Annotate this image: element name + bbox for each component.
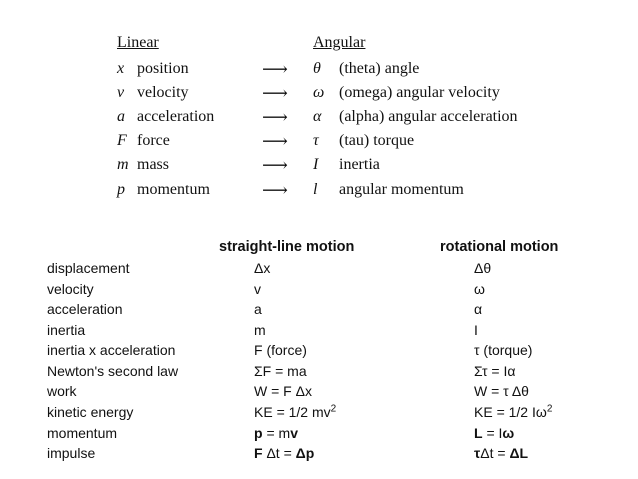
linear-acceleration: a	[254, 301, 262, 317]
row-label-newtons-second-law: Newton's second law	[47, 363, 179, 379]
angular-label: (theta) angle	[339, 60, 420, 77]
linear-impulse	[254, 445, 314, 461]
rotational-impulse	[474, 445, 528, 461]
linear-item-force	[117, 132, 170, 150]
rotational-work: W = τ Δθ	[474, 383, 529, 399]
linear-label: momentum	[137, 181, 210, 198]
angular-item-angular-velocity	[313, 84, 500, 102]
linear-item-velocity	[117, 84, 189, 102]
arrow-icon: ⟶	[262, 59, 288, 79]
arrow-icon: ⟶	[262, 83, 288, 103]
linear-displacement: Δx	[254, 260, 271, 276]
row-label-kinetic-energy: kinetic energy	[47, 404, 134, 420]
row-label-inertia-x-acceleration: inertia x acceleration	[47, 342, 176, 358]
arrow-icon: ⟶	[262, 107, 288, 127]
angular-symbol: ω	[313, 84, 325, 101]
linear-label: mass	[137, 156, 169, 173]
rotational-inertia: I	[474, 322, 478, 338]
linear-symbol: F	[117, 132, 127, 149]
formula-text: KE = 1/2 mv	[254, 404, 331, 420]
arrow-icon: ⟶	[262, 155, 288, 175]
linear-symbol: v	[117, 84, 125, 101]
rotational-torque: τ (torque)	[474, 342, 533, 358]
formula-text: = m	[262, 425, 291, 441]
linear-label: position	[137, 60, 189, 77]
row-label-displacement: displacement	[47, 260, 130, 276]
row-label-work: work	[47, 383, 77, 399]
formula-text: Δt =	[480, 445, 510, 461]
rotational-momentum	[474, 425, 514, 441]
linear-velocity: v	[254, 281, 261, 297]
arrow-icon: ⟶	[262, 131, 288, 151]
angular-symbol: I	[313, 156, 319, 173]
angular-symbol: τ	[313, 132, 319, 149]
angular-symbol: l	[313, 181, 318, 198]
angular-label: inertia	[339, 156, 380, 173]
linear-item-position	[117, 60, 189, 78]
exponent: 2	[330, 403, 337, 415]
rotational-velocity: ω	[474, 281, 485, 297]
linear-angular-table	[0, 0, 638, 205]
row-label-inertia: inertia	[47, 322, 86, 338]
vector-symbol: ω	[502, 425, 515, 441]
linear-momentum	[254, 425, 298, 441]
linear-symbol: m	[117, 156, 129, 173]
angular-item-torque	[313, 132, 414, 150]
vector-symbol: ΔL	[509, 445, 529, 461]
row-label-momentum: momentum	[47, 425, 118, 441]
linear-label: acceleration	[137, 108, 215, 125]
rotational-kinetic-energy	[474, 404, 552, 420]
motion-comparison-table	[0, 235, 638, 479]
header-straight-line-motion: straight-line motion	[219, 239, 355, 255]
angular-symbol: α	[313, 108, 322, 125]
angular-label: (omega) angular velocity	[339, 84, 500, 101]
angular-symbol: θ	[313, 60, 321, 77]
formula-text: Δt =	[262, 445, 296, 461]
linear-item-momentum	[117, 181, 210, 199]
angular-item-angle	[313, 60, 419, 78]
angular-label: (tau) torque	[339, 132, 415, 149]
angular-item-angular-acceleration	[313, 108, 518, 126]
vector-symbol: v	[290, 425, 298, 441]
rotational-acceleration: α	[474, 301, 483, 317]
formula-text: KE = 1/2 Iω	[474, 404, 547, 420]
linear-symbol: p	[117, 181, 125, 198]
header-linear: Linear	[117, 34, 159, 51]
angular-label: angular momentum	[339, 181, 464, 198]
linear-inertia: m	[254, 322, 266, 338]
angular-item-inertia	[313, 156, 380, 174]
rotational-displacement: Δθ	[474, 260, 492, 276]
header-rotational-motion: rotational motion	[440, 239, 559, 255]
row-label-impulse: impulse	[47, 445, 96, 461]
linear-symbol: a	[117, 108, 125, 125]
angular-label: (alpha) angular acceleration	[339, 108, 518, 125]
vector-symbol: p	[254, 425, 263, 441]
linear-newtons-law: ΣF = ma	[254, 363, 307, 379]
linear-kinetic-energy	[254, 404, 336, 420]
vector-symbol: L	[474, 425, 483, 441]
exponent: 2	[546, 403, 553, 415]
angular-item-angular-momentum	[313, 181, 464, 199]
linear-label: force	[137, 132, 170, 149]
row-label-velocity: velocity	[47, 281, 94, 297]
header-angular: Angular	[313, 34, 366, 51]
vector-symbol: τ	[474, 445, 481, 461]
linear-item-mass	[117, 156, 169, 174]
row-label-acceleration: acceleration	[47, 301, 123, 317]
formula-text: = I	[482, 425, 503, 441]
linear-label: velocity	[137, 84, 189, 101]
arrow-icon: ⟶	[262, 180, 288, 200]
vector-symbol: F	[254, 445, 263, 461]
linear-item-acceleration	[117, 108, 214, 126]
linear-work: W = F Δx	[254, 383, 312, 399]
vector-symbol: Δp	[295, 445, 315, 461]
linear-symbol: x	[117, 60, 125, 77]
linear-force: F (force)	[254, 342, 307, 358]
rotational-newtons-law: Στ = Iα	[474, 363, 516, 379]
